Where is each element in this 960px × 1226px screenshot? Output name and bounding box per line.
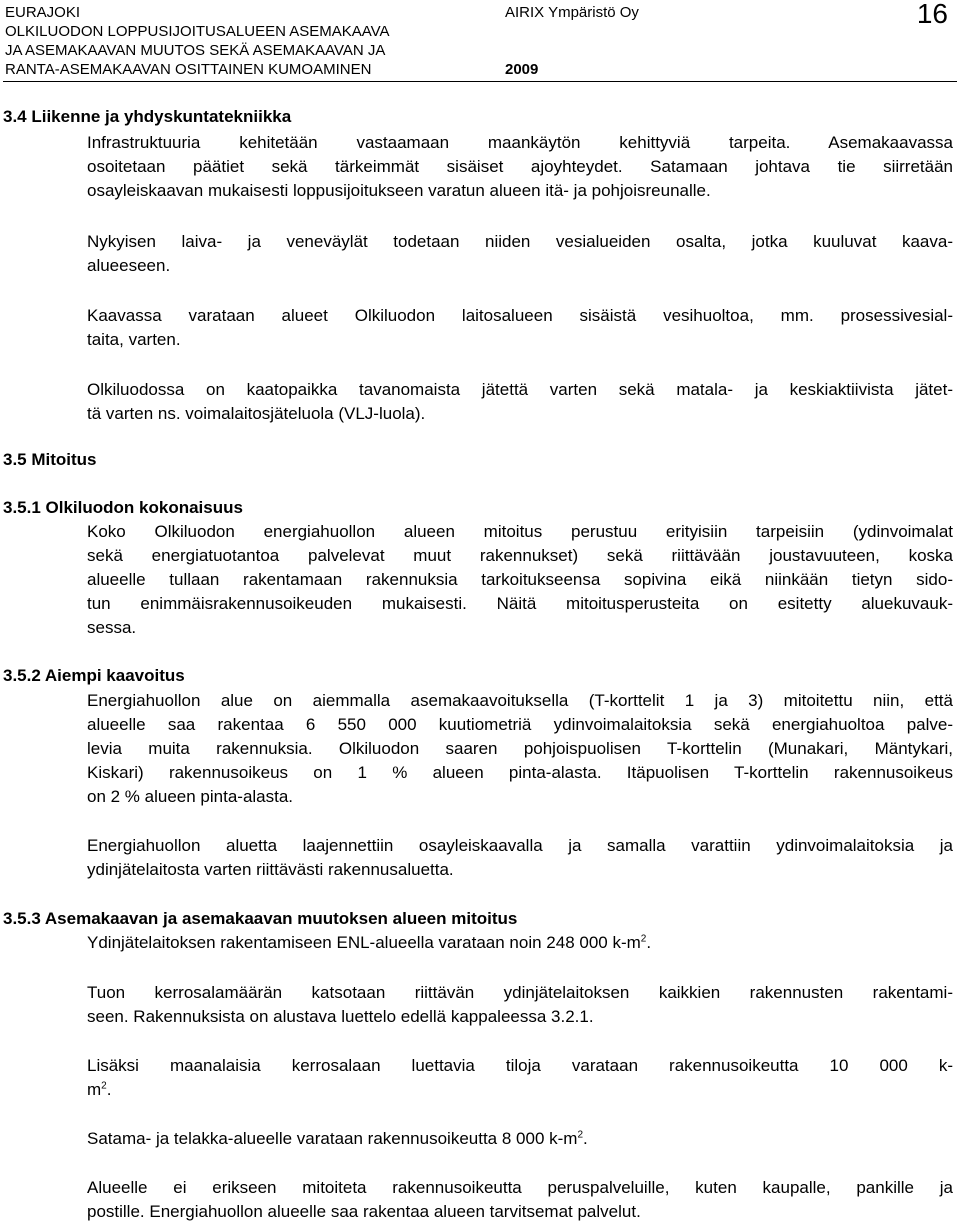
paragraph-s352-p1 <box>87 689 953 809</box>
text-line: Infrastruktuuria kehitetään vastaamaan maankäytön kehittyviä tarpeita. Asemakaavassa <box>87 133 953 152</box>
text-line: Kiskari) rakennusoikeus on 1 % alueen pinta-alasta. Itäpuolisen T-korttelin rakennusoikeus <box>87 763 953 782</box>
text-run: . <box>646 933 652 952</box>
text-line: postille. Energiahuollon alueelle saa rakentaa alueen tarvitsemat palvelut. <box>87 1202 641 1221</box>
text-line: sessa. <box>87 618 137 637</box>
page-number: 16 <box>916 0 948 29</box>
text-line: Alueelle ei erikseen mitoiteta rakennusoikeutta peruspalveluille, kuten kaupalle, pankille ja <box>87 1178 953 1197</box>
text-line: Tuon kerrosalamäärän katsotaan riittävän ydinjätelaitoksen kaikkien rakennusten rakentami- <box>87 983 953 1002</box>
paragraph-s353-p1 <box>87 931 953 955</box>
text-run: Ydinjätelaitoksen rakentamiseen ENL-alueella varataan noin 248 000 k-m <box>87 933 641 952</box>
paragraph-s34-p2 <box>87 230 953 278</box>
document-header-title <box>5 3 390 79</box>
text-run: Satama- ja telakka-alueelle varataan rakennusoikeutta 8 000 k-m <box>87 1129 578 1148</box>
paragraph-s34-p1 <box>87 131 953 203</box>
text-line: ydinjätelaitosta varten riittävästi rakennusaluetta. <box>87 860 454 879</box>
text-run: m <box>87 1080 102 1099</box>
text-run: . <box>106 1080 112 1099</box>
text-line: Energiahuollon aluetta laajennettiin osayleiskaavalla ja samalla varattiin ydinvoimalaitoksia ja <box>87 836 953 855</box>
section-heading-3-4: 3.4 Liikenne ja yhdyskuntatekniikka <box>3 107 292 126</box>
paragraph-s353-p3 <box>87 1054 953 1102</box>
text-line: Kaavassa varataan alueet Olkiluodon laitosalueen sisäistä vesihuoltoa, mm. prosessivesial- <box>87 306 953 325</box>
header-line: OLKILUODON LOPPUSIJOITUSALUEEN ASEMAKAAVA <box>5 23 390 40</box>
paragraph-s352-p2 <box>87 834 953 882</box>
paragraph-s34-p3 <box>87 304 953 352</box>
text-line: osoitetaan päätiet sekä tärkeimmät sisäiset ajoyhteydet. Satamaan johtava tie siirretään <box>87 157 953 176</box>
paragraph-s353-p2 <box>87 981 953 1029</box>
text-line: tun enimmäisrakennusoikeuden mukaisesti. Näitä mitoitusperusteita on esitetty aluekuvauk- <box>87 594 953 613</box>
paragraph-s353-p5 <box>87 1176 953 1224</box>
text-line: alueelle tullaan rakentamaan rakennuksia tarkoitukseensa sopivina eikä niinkään tietyn sido- <box>87 570 953 589</box>
text-line <box>87 1127 953 1151</box>
text-line: taita, varten. <box>87 330 181 349</box>
text-line: Lisäksi maanalaisia kerrosalaan luettavia tiloja varataan rakennusoikeutta 10 000 k- <box>87 1056 953 1075</box>
header-line: RANTA-ASEMAKAAVAN OSITTAINEN KUMOAMINEN <box>5 61 372 78</box>
section-heading-3-5: 3.5 Mitoitus <box>3 450 97 469</box>
subsection-heading-3-5-1: 3.5.1 Olkiluodon kokonaisuus <box>3 498 243 517</box>
text-line: on 2 % alueen pinta-alasta. <box>87 787 294 806</box>
paragraph-s34-p4 <box>87 378 953 426</box>
header-line: EURAJOKI <box>5 4 81 21</box>
text-line: osayleiskaavan mukaisesti loppusijoitukseen varatun alueen itä- ja pohjoisreunalle. <box>87 181 711 200</box>
superscript: 2 <box>101 1080 107 1092</box>
subsection-heading-3-5-2: 3.5.2 Aiempi kaavoitus <box>3 666 185 685</box>
text-line: Nykyisen laiva- ja veneväylät todetaan niiden vesialueiden osalta, jotka kuuluvat kaava- <box>87 232 953 251</box>
header-year: 2009 <box>505 61 539 78</box>
text-line: alueeseen. <box>87 256 171 275</box>
paragraph-s351-p1 <box>87 520 953 640</box>
superscript: 2 <box>640 933 647 945</box>
text-line: Koko Olkiluodon energiahuollon alueen mitoitus perustuu erityisiin tarpeisiin (ydinvoimalat <box>87 522 953 541</box>
text-line: tä varten ns. voimalaitosjäteluola (VLJ-luola). <box>87 404 426 423</box>
text-line: alueelle saa rakentaa 6 550 000 kuutiometriä ydinvoimalaitoksia sekä energiahuoltoa palve- <box>87 715 953 734</box>
text-line: sekä energiatuotantoa palvelevat muut rakennukset) sekä riittävään joustavuuteen, koska <box>87 546 953 565</box>
text-line: Energiahuollon alue on aiemmalla asemakaavoituksella (T-korttelit 1 ja 3) mitoitettu niin, että <box>87 691 953 710</box>
text-line: levia muita rakennuksia. Olkiluodon saaren pohjoispuolisen T-korttelin (Munakari, Mäntykari, <box>87 739 953 758</box>
header-company: AIRIX Ympäristö Oy <box>505 4 639 21</box>
header-line: JA ASEMAKAAVAN MUUTOS SEKÄ ASEMAKAAVAN JA <box>5 42 386 59</box>
text-line <box>87 931 953 955</box>
superscript: 2 <box>577 1129 584 1141</box>
text-run: . <box>583 1129 588 1148</box>
subsection-heading-3-5-3: 3.5.3 Asemakaavan ja asemakaavan muutoksen alueen mitoitus <box>3 909 518 928</box>
text-line <box>87 1078 953 1102</box>
text-line: seen. Rakennuksista on alustava luettelo edellä kappaleessa 3.2.1. <box>87 1007 594 1026</box>
text-line: Olkiluodossa on kaatopaikka tavanomaista jätettä varten sekä matala- ja keskiaktiivista jätet- <box>87 380 953 399</box>
paragraph-s353-p4 <box>87 1127 953 1151</box>
header-divider <box>3 81 957 82</box>
